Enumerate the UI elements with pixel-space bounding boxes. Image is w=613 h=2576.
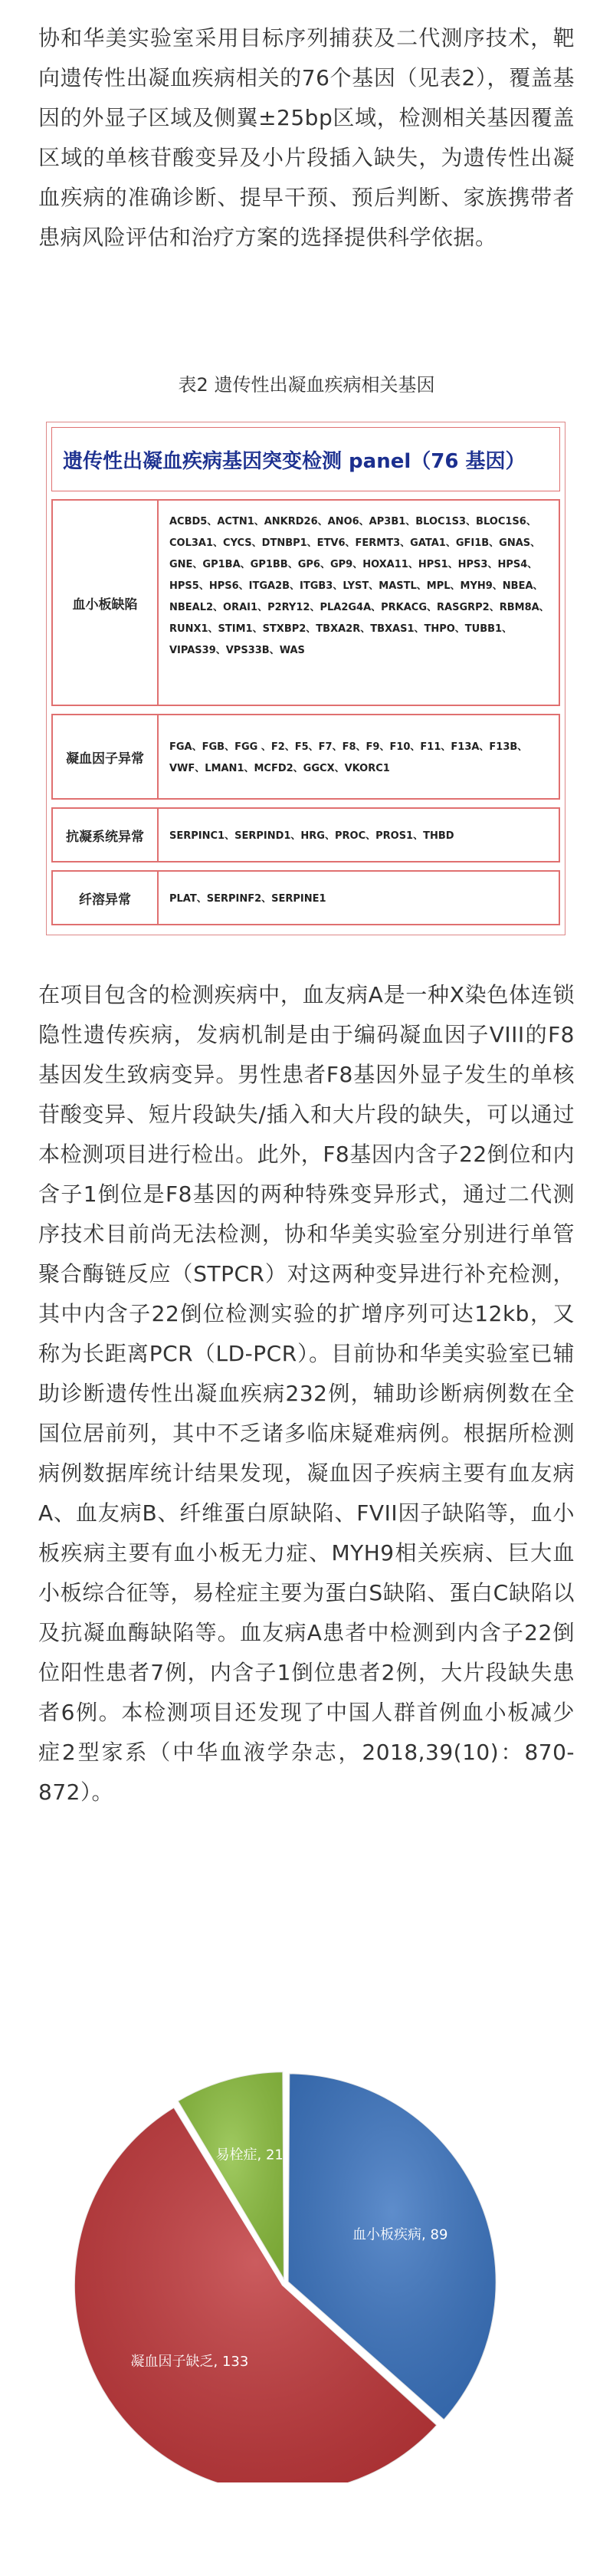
intro-paragraph: 协和华美实验室采用目标序列捕获及二代测序技术，靶向遗传性出凝血疾病相关的76个基因（见表2），覆盖基因的外显子区域及侧翼±25bp区域，检测相关基因覆盖区域的单核苷酸变异及小片段插入缺失，为遗传性出凝血疾病的准确诊断、提早干预、预后判断、家族携带者患病风险评估和治疗方案的选择提供科学依据。 bbox=[38, 25, 575, 250]
pie-chart bbox=[0, 2053, 613, 2482]
category-cell: 凝血因子异常 bbox=[53, 715, 159, 798]
body-paragraph: 在项目包含的检测疾病中，血友病A是一种X染色体连锁隐性遗传疾病，发病机制是由于编码凝血因子VIII的F8基因发生致病变异。男性患者F8基因外显子发生的单核苷酸变异、短片段缺失/插入和大片段的缺失，可以通过本检测项目进行检出。此外，F8基因内含子22倒位和内含子1倒位是F8基因的两种特殊变异形式，通过二代测序技术目前尚无法检测，协和华美实验室分别进行单管聚合酶链反应（STPCR）对这两种变异进行补充检测，其中内含子22倒位检测实验的扩增序列可达12kb，又称为长距离PCR（LD-PCR）。目前协和华美实验室已辅助诊断遗传性出凝血疾病232例，辅助诊断病例数在全国位居前列，其中不乏诸多临床疑难病例。根据所检测病例数据库统计结果发现，凝血因子疾病主要有血友病A、血友病B、纤维蛋白原缺陷、FVII因子缺陷等，血小板疾病主要有血小板无力症、MYH9相关疾病、巨大血小板综合征等，易栓症主要为蛋白S缺陷、蛋白C缺陷以及抗凝血酶缺陷等。血友病A患者中检测到内含子22倒位阳性患者7例，内含子1倒位患者2例，大片段缺失患者6例。本检测项目还发现了中国人群首例血小板减少症2型家系（中华血液学杂志，2018,39(10)：870-872）。 bbox=[38, 982, 575, 1805]
pie-data-label-0: 血小板疾病, 89 bbox=[352, 2226, 448, 2243]
table-row-anticoagulation bbox=[51, 807, 560, 863]
pie-data-label-2: 易栓症, 21 bbox=[215, 2147, 284, 2164]
table-row-coagulation-factor bbox=[51, 714, 560, 800]
table-row-platelet-defect bbox=[51, 499, 560, 706]
genes-cell: SERPINC1、SERPIND1、HRG、PROC、PROS1、THBD bbox=[169, 830, 454, 842]
category-cell: 血小板缺陷 bbox=[53, 501, 159, 705]
pie-chart-svg bbox=[0, 2053, 613, 2482]
genes-cell: FGA、FGB、FGG 、F2、F5、F7、F8、F9、F10、F11、F13A、F13B、VWF、LMAN1、MCFD2、GGCX、VKORC1 bbox=[169, 741, 528, 774]
table-caption: 表2 遗传性出凝血疾病相关基因 bbox=[178, 374, 435, 396]
genes-cell: ACBD5、ACTN1、ANKRD26、ANO6、AP3B1、BLOC1S3、BLOC1S6、COL3A1、CYCS、DTNBP1、ETV6、FERMT3、GATA1、GFI1B、GNAS、GNE、GP1BA、GP1BB、GP6、GP9、HOXA11、HPS1、HPS3、HPS4、HPS5、HPS6、ITGA2B、ITGB3、LYST、MASTL、MPL、MYH9、NBEA、NBEAL2、ORAI1、P2RY12、PLA2G4A、PRKACG、RASGRP2、RBM8A、RUNX1、STIM1、STXBP2、TBXA2R、TBXAS1、THPO、TUBB1、VIPAS39、VPS33B、WAS bbox=[169, 516, 549, 656]
category-cell: 抗凝系统异常 bbox=[53, 809, 159, 861]
gene-table bbox=[46, 422, 565, 935]
table-row-fibrinolysis bbox=[51, 870, 560, 925]
category-cell: 纤溶异常 bbox=[53, 872, 159, 924]
genes-cell: PLAT、SERPINF2、SERPINE1 bbox=[169, 893, 326, 905]
panel-title: 遗传性出凝血疾病基因突变检测 panel（76 基因） bbox=[51, 427, 560, 491]
pie-data-label-1: 凝血因子缺乏, 133 bbox=[130, 2354, 249, 2371]
